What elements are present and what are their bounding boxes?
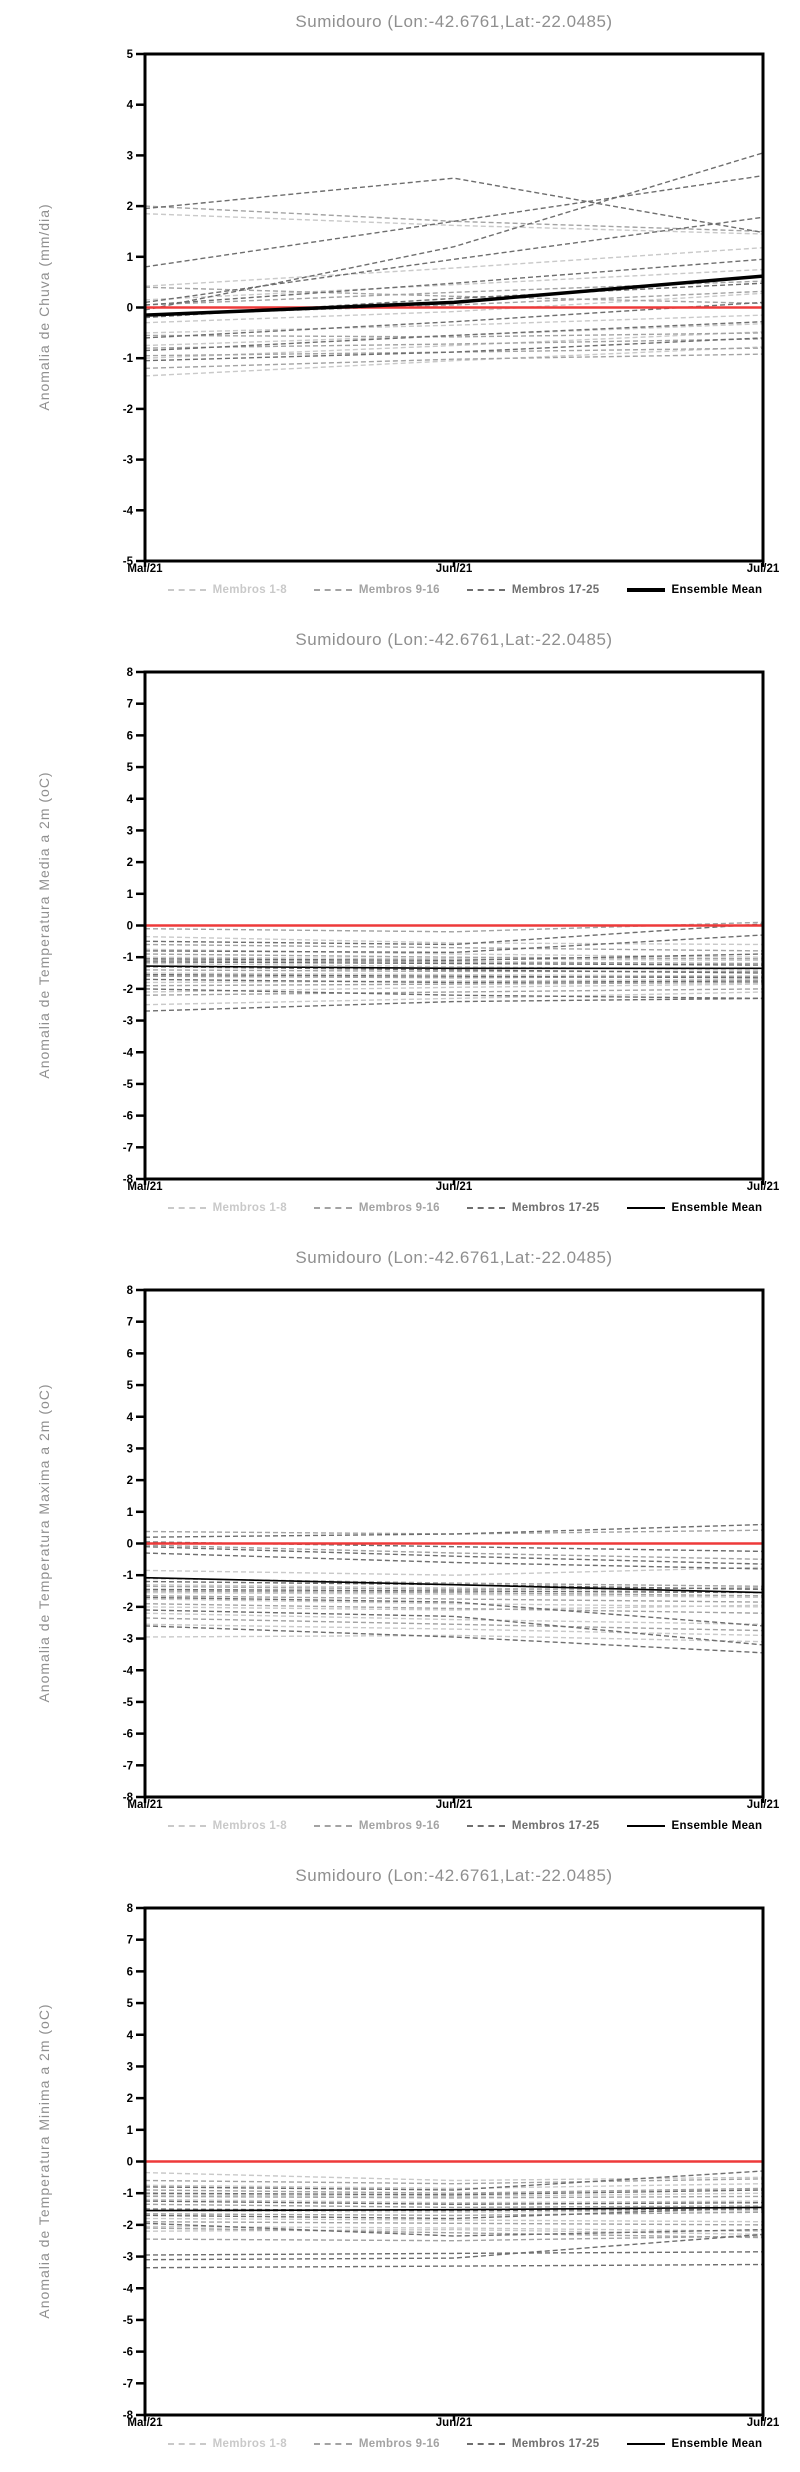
member-line xyxy=(145,354,763,368)
member-line xyxy=(145,924,763,945)
member-line xyxy=(145,347,763,376)
y-tick-label: -5 xyxy=(122,1078,133,1091)
legend-label: Membros 9-16 xyxy=(358,584,440,596)
x-tick-label: Jul/21 xyxy=(746,1181,780,1193)
member-line xyxy=(145,2230,763,2235)
legend-label: Membros 9-16 xyxy=(358,2438,440,2450)
chart-title: Sumidouro (Lon:-42.6761,Lat:-22.0485) xyxy=(295,1248,613,1267)
dashed-line-sample-icon xyxy=(314,1207,352,1209)
member-line xyxy=(145,989,763,995)
member-line xyxy=(145,2201,763,2204)
legend-item xyxy=(467,2438,600,2450)
y-tick-label: -6 xyxy=(122,1728,133,1741)
legend-item xyxy=(168,1820,287,1832)
y-tick-label: 2 xyxy=(126,1475,133,1488)
legend-item xyxy=(314,1820,440,1832)
y-tick-label: -4 xyxy=(122,505,133,518)
member-line xyxy=(145,1635,763,1641)
chart-panel xyxy=(0,1236,800,1854)
member-line xyxy=(145,153,763,310)
y-axis-label: Anomalia de Chuva (mm/dia) xyxy=(36,203,52,411)
member-line xyxy=(145,922,763,932)
x-tick-label: Jul/21 xyxy=(746,2417,780,2429)
y-tick-label: -7 xyxy=(122,2378,133,2391)
member-line xyxy=(145,348,763,356)
dashed-line-sample-icon xyxy=(467,1825,505,1827)
legend-item xyxy=(168,584,287,596)
y-axis-label: Anomalia de Temperatura Media a 2m (oC) xyxy=(36,771,52,1079)
y-tick-label: 1 xyxy=(126,1506,133,1519)
dashed-line-sample-icon xyxy=(467,2443,505,2445)
y-tick-label: 0 xyxy=(126,1538,133,1551)
legend-label: Membros 17-25 xyxy=(511,584,600,596)
y-tick-label: -2 xyxy=(122,403,133,416)
legend-label: Membros 1-8 xyxy=(212,2438,287,2450)
legend-label: Membros 9-16 xyxy=(358,1820,440,1832)
y-tick-label: 5 xyxy=(126,762,133,775)
legend-label: Ensemble Mean xyxy=(671,584,763,596)
member-line xyxy=(145,935,763,952)
y-tick-label: 0 xyxy=(126,920,133,933)
y-tick-label: -1 xyxy=(122,353,133,366)
legend-item xyxy=(467,1202,600,1214)
member-line xyxy=(145,1553,763,1569)
x-tick-label: Jun/21 xyxy=(435,1799,473,1811)
y-tick-label: 1 xyxy=(126,888,133,901)
y-tick-label: -3 xyxy=(122,2251,133,2264)
member-line xyxy=(145,1525,763,1538)
y-tick-label: 8 xyxy=(126,1285,133,1297)
y-tick-label: -7 xyxy=(122,1760,133,1773)
dashed-line-sample-icon xyxy=(168,1207,206,1209)
y-tick-label: 1 xyxy=(126,251,133,264)
x-tick-label: Jun/21 xyxy=(435,1181,473,1193)
member-line xyxy=(145,983,763,986)
chart-title: Sumidouro (Lon:-42.6761,Lat:-22.0485) xyxy=(295,630,613,649)
dashed-line-sample-icon xyxy=(314,589,352,591)
legend-label: Ensemble Mean xyxy=(671,1820,763,1832)
y-tick-label: 4 xyxy=(126,793,133,806)
y-tick-label: 2 xyxy=(126,857,133,870)
y-tick-label: -8 xyxy=(122,1792,133,1804)
legend-label: Membros 1-8 xyxy=(212,1202,287,1214)
member-line xyxy=(145,2219,763,2222)
y-tick-label: 6 xyxy=(126,730,133,743)
dashed-line-sample-icon xyxy=(467,589,505,591)
y-tick-label: 6 xyxy=(126,1348,133,1361)
y-tick-label: -5 xyxy=(122,556,133,568)
y-tick-label: 8 xyxy=(126,1903,133,1915)
y-axis-label: Anomalia de Temperatura Minima a 2m (oC) xyxy=(36,2003,52,2319)
x-tick-label: Mai/21 xyxy=(127,1799,163,1811)
legend-item xyxy=(168,2438,287,2450)
dashed-line-sample-icon xyxy=(467,1207,505,1209)
member-line xyxy=(145,2212,763,2215)
x-tick-label: Jun/21 xyxy=(435,2417,473,2429)
member-line xyxy=(145,2228,763,2238)
x-tick-label: Mai/21 xyxy=(127,1181,163,1193)
legend-item xyxy=(467,584,600,596)
y-tick-label: -3 xyxy=(122,454,133,467)
legend-item xyxy=(314,2438,440,2450)
chart-panel xyxy=(0,618,800,1236)
member-line xyxy=(145,315,763,333)
plot-area xyxy=(0,618,800,1236)
legend-label: Ensemble Mean xyxy=(671,2438,763,2450)
y-tick-label: -3 xyxy=(122,1015,133,1028)
y-tick-label: 4 xyxy=(126,2029,133,2042)
y-tick-label: 0 xyxy=(126,2156,133,2169)
y-tick-label: 3 xyxy=(126,825,133,838)
legend xyxy=(145,584,785,596)
y-tick-label: -2 xyxy=(122,2219,133,2232)
legend-item xyxy=(168,1202,287,1214)
member-line xyxy=(145,2188,763,2193)
member-line xyxy=(145,1545,763,1559)
legend-label: Membros 1-8 xyxy=(212,584,287,596)
member-line xyxy=(145,2222,763,2225)
y-tick-label: -8 xyxy=(122,1174,133,1186)
y-axis-label: Anomalia de Temperatura Maxima a 2m (oC) xyxy=(36,1383,52,1703)
solid-line-sample-icon xyxy=(627,1825,665,1827)
y-tick-label: -7 xyxy=(122,1142,133,1155)
y-tick-label: -6 xyxy=(122,2346,133,2359)
legend-item xyxy=(314,1202,440,1214)
y-tick-label: 2 xyxy=(126,201,133,214)
y-tick-label: -2 xyxy=(122,983,133,996)
member-line xyxy=(145,2234,763,2259)
member-line xyxy=(145,2173,763,2181)
member-line xyxy=(145,970,763,972)
dashed-line-sample-icon xyxy=(168,2443,206,2445)
member-line xyxy=(145,949,763,957)
y-tick-label: -1 xyxy=(122,1570,133,1583)
member-line xyxy=(145,1626,763,1653)
member-line xyxy=(145,1605,763,1610)
dashed-line-sample-icon xyxy=(168,589,206,591)
y-tick-label: -1 xyxy=(122,952,133,965)
member-line xyxy=(145,945,763,951)
x-tick-label: Mai/21 xyxy=(127,2417,163,2429)
y-tick-label: 6 xyxy=(126,1966,133,1979)
legend-label: Membros 17-25 xyxy=(511,1202,600,1214)
member-line xyxy=(145,937,763,945)
y-tick-label: -4 xyxy=(122,1665,133,1678)
member-line xyxy=(145,324,763,346)
y-tick-label: -6 xyxy=(122,1110,133,1123)
legend-label: Membros 1-8 xyxy=(212,1820,287,1832)
chart-panel xyxy=(0,1854,800,2472)
member-line xyxy=(145,1613,763,1624)
solid-line-sample-icon xyxy=(627,2443,665,2445)
legend-item xyxy=(627,1820,763,1832)
chart-panel xyxy=(0,0,800,618)
y-tick-label: 5 xyxy=(126,1998,133,2011)
legend-item xyxy=(467,1820,600,1832)
y-tick-label: -4 xyxy=(122,2283,133,2296)
y-tick-label: -1 xyxy=(122,2188,133,2201)
x-tick-label: Jul/21 xyxy=(746,563,780,575)
x-tick-label: Jun/21 xyxy=(435,563,473,575)
y-tick-label: 4 xyxy=(126,1411,133,1424)
dashed-line-sample-icon xyxy=(314,2443,352,2445)
chart-title: Sumidouro (Lon:-42.6761,Lat:-22.0485) xyxy=(295,1866,613,1885)
legend-label: Membros 17-25 xyxy=(511,1820,600,1832)
chart-title: Sumidouro (Lon:-42.6761,Lat:-22.0485) xyxy=(295,12,613,31)
legend-item xyxy=(627,584,763,596)
member-line xyxy=(145,2196,763,2198)
member-line xyxy=(145,176,763,267)
y-tick-label: -5 xyxy=(122,2314,133,2327)
legend-label: Membros 9-16 xyxy=(358,1202,440,1214)
member-line xyxy=(145,2171,763,2190)
member-line xyxy=(145,2265,763,2268)
y-tick-label: 5 xyxy=(126,49,133,61)
legend-item xyxy=(314,584,440,596)
x-tick-label: Jul/21 xyxy=(746,1799,780,1811)
y-tick-label: 4 xyxy=(126,99,133,112)
legend-item xyxy=(627,1202,763,1214)
member-line xyxy=(145,998,763,1011)
y-tick-label: -3 xyxy=(122,1633,133,1646)
dashed-line-sample-icon xyxy=(168,1825,206,1827)
member-line xyxy=(145,2252,763,2255)
y-tick-label: -4 xyxy=(122,1047,133,1060)
y-tick-label: 1 xyxy=(126,2124,133,2137)
member-line xyxy=(145,338,763,361)
member-line xyxy=(145,178,763,232)
member-line xyxy=(145,259,763,305)
member-line xyxy=(145,976,763,978)
member-line xyxy=(145,248,763,287)
plot-area xyxy=(0,1854,800,2472)
x-tick-label: Mai/21 xyxy=(127,563,163,575)
solid-line-sample-icon xyxy=(627,588,665,592)
y-tick-label: -5 xyxy=(122,1696,133,1709)
member-line xyxy=(145,1567,763,1575)
y-tick-label: 7 xyxy=(126,1316,133,1329)
member-line xyxy=(145,1586,763,1589)
legend xyxy=(145,1202,785,1214)
y-tick-label: 5 xyxy=(126,1380,133,1393)
plot-area xyxy=(0,0,800,618)
y-tick-label: 7 xyxy=(126,698,133,711)
member-line xyxy=(145,1530,763,1534)
y-tick-label: -8 xyxy=(122,2410,133,2422)
plot-area xyxy=(0,1236,800,1854)
y-tick-label: 8 xyxy=(126,667,133,679)
legend-label: Membros 17-25 xyxy=(511,2438,600,2450)
legend xyxy=(145,1820,785,1832)
y-tick-label: 0 xyxy=(126,302,133,315)
member-line xyxy=(145,2236,763,2241)
legend xyxy=(145,2438,785,2450)
member-line xyxy=(145,2179,763,2184)
y-tick-label: -2 xyxy=(122,1601,133,1614)
y-tick-label: 3 xyxy=(126,2061,133,2074)
y-tick-label: 7 xyxy=(126,1934,133,1947)
y-tick-label: 3 xyxy=(126,150,133,163)
legend-label: Ensemble Mean xyxy=(671,1202,763,1214)
member-line xyxy=(145,2204,763,2207)
member-line xyxy=(145,206,763,231)
y-tick-label: 3 xyxy=(126,1443,133,1456)
solid-line-sample-icon xyxy=(627,1207,665,1209)
y-tick-label: 2 xyxy=(126,2093,133,2106)
legend-item xyxy=(627,2438,763,2450)
dashed-line-sample-icon xyxy=(314,1825,352,1827)
